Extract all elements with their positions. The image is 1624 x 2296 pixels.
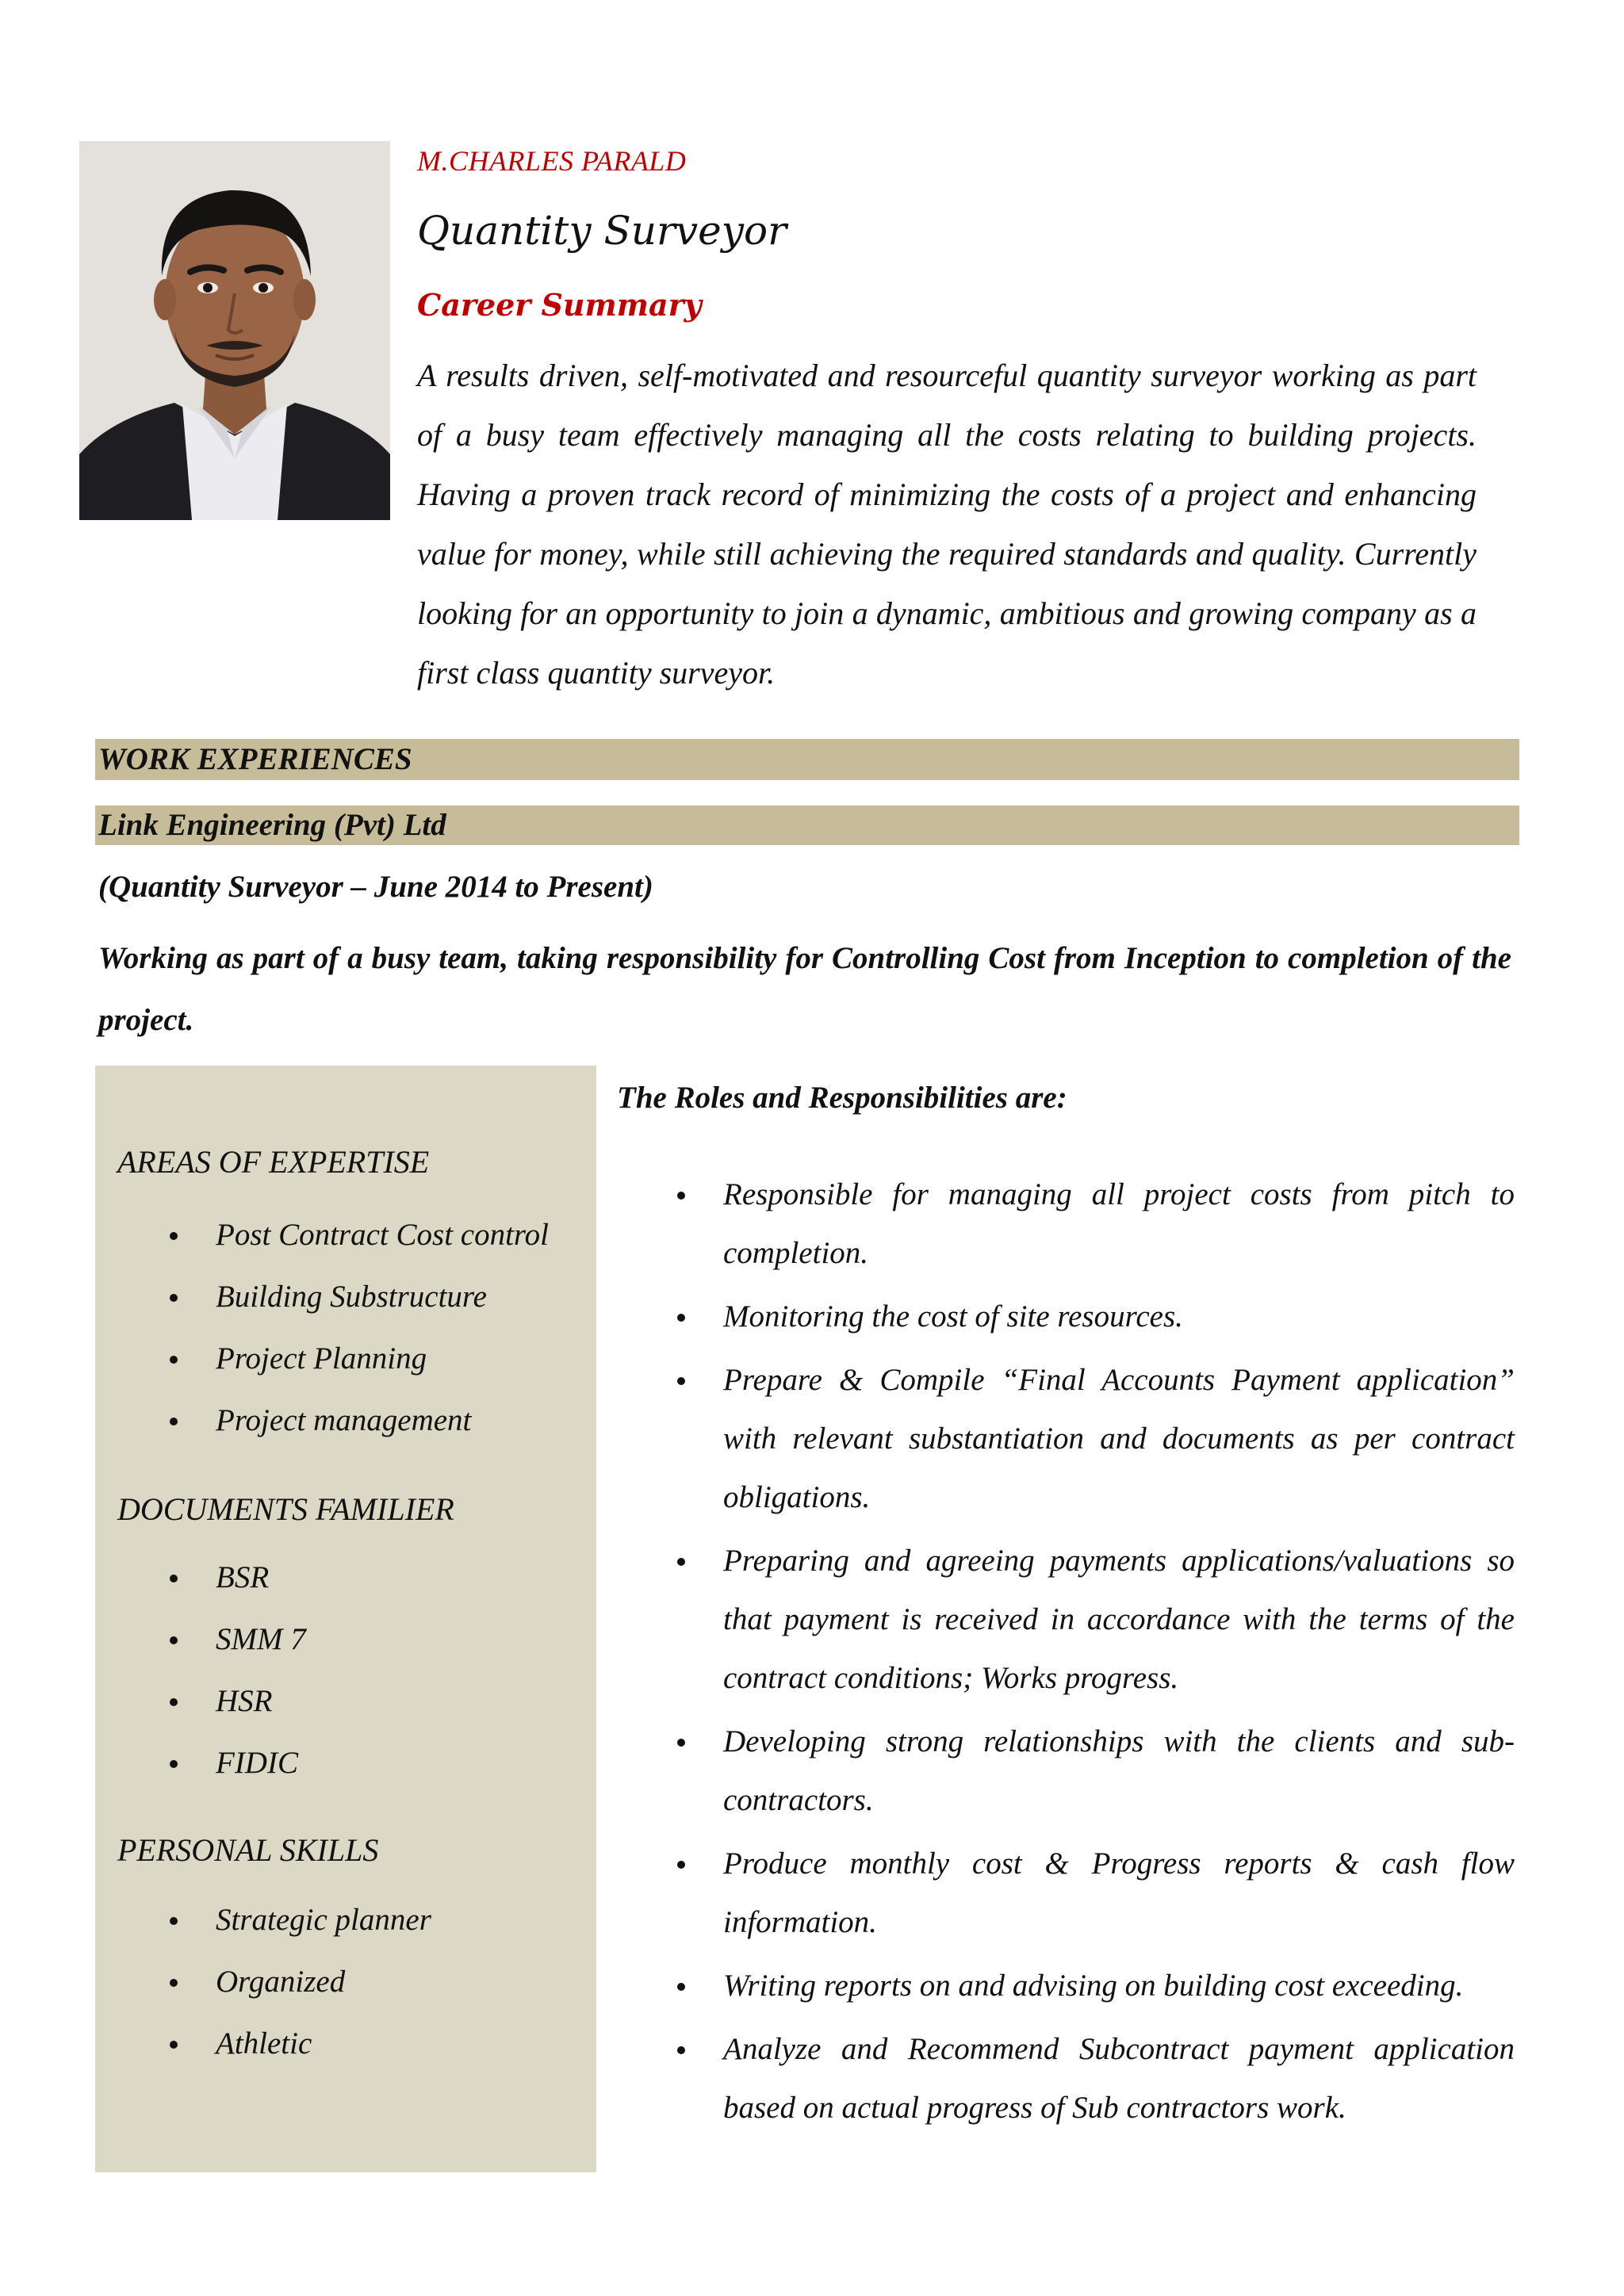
list-item: SMM 7 <box>95 1619 306 1681</box>
role-item: Produce monthly cost & Progress reports & cash flow information. <box>666 1835 1515 1952</box>
list-item: BSR <box>95 1557 306 1619</box>
expertise-heading: AREAS OF EXPERTISE <box>117 1144 430 1180</box>
list-item: Project Planning <box>95 1338 549 1400</box>
profile-photo <box>79 141 390 520</box>
documents-heading: DOCUMENTS FAMILIER <box>117 1491 454 1527</box>
role-item: Responsible for managing all project costs from pitch to completion. <box>666 1165 1515 1283</box>
skills-list <box>95 1900 431 2085</box>
list-item: Athletic <box>95 2023 431 2085</box>
company-name: Link Engineering (Pvt) Ltd <box>95 806 1519 845</box>
list-item: Project management <box>95 1400 549 1462</box>
position-line: (Quantity Surveyor – June 2014 to Present) <box>98 870 653 904</box>
list-item: Post Contract Cost control <box>95 1215 549 1276</box>
role-item: Developing strong relationships with the clients and sub-contractors. <box>666 1712 1515 1830</box>
sidebar-panel <box>95 1066 596 2172</box>
work-experiences-heading: WORK EXPERIENCES <box>95 739 1519 780</box>
roles-heading: The Roles and Responsibilities are: <box>617 1081 1067 1115</box>
list-item: Building Substructure <box>95 1276 549 1338</box>
list-item: Organized <box>95 1961 431 2023</box>
role-item: Preparing and agreeing payments applications/valuations so that payment is received in accordance with the terms of the contract conditions; Works progress. <box>666 1532 1515 1708</box>
role-item: Writing reports on and advising on building cost exceeding. <box>666 1957 1515 2015</box>
list-item: Strategic planner <box>95 1900 431 1961</box>
skills-heading: PERSONAL SKILLS <box>117 1832 379 1868</box>
list-item: FIDIC <box>95 1743 306 1804</box>
role-item: Prepare & Compile “Final Accounts Payment application” with relevant substantiation and documents as per contract obligations. <box>666 1351 1515 1527</box>
role-summary: Working as part of a busy team, taking responsibility for Controlling Cost from Inception to completion of the project. <box>98 941 1511 1037</box>
list-item: HSR <box>95 1681 306 1743</box>
role-item: Monitoring the cost of site resources. <box>666 1288 1515 1346</box>
job-title: Quantity Surveyor <box>417 208 787 254</box>
documents-list <box>95 1557 306 1804</box>
role-item: Analyze and Recommend Subcontract payment application based on actual progress of Sub contractors work. <box>666 2020 1515 2137</box>
expertise-list <box>95 1215 549 1462</box>
career-summary-text: A results driven, self-motivated and resourceful quantity surveyor working as part of a busy team effectively managing all the costs relating to building projects. Having a proven track record of minimizing the costs of a project and enhancing value for money, while still achieving the required standards and quality. Currently looking for an opportunity to join a dynamic, ambitious and growing company as a first class quantity surveyor. <box>417 358 1477 691</box>
roles-list <box>666 1165 1515 2142</box>
candidate-name: M.CHARLES PARALD <box>417 145 687 177</box>
career-summary-heading: Career Summary <box>417 287 702 323</box>
